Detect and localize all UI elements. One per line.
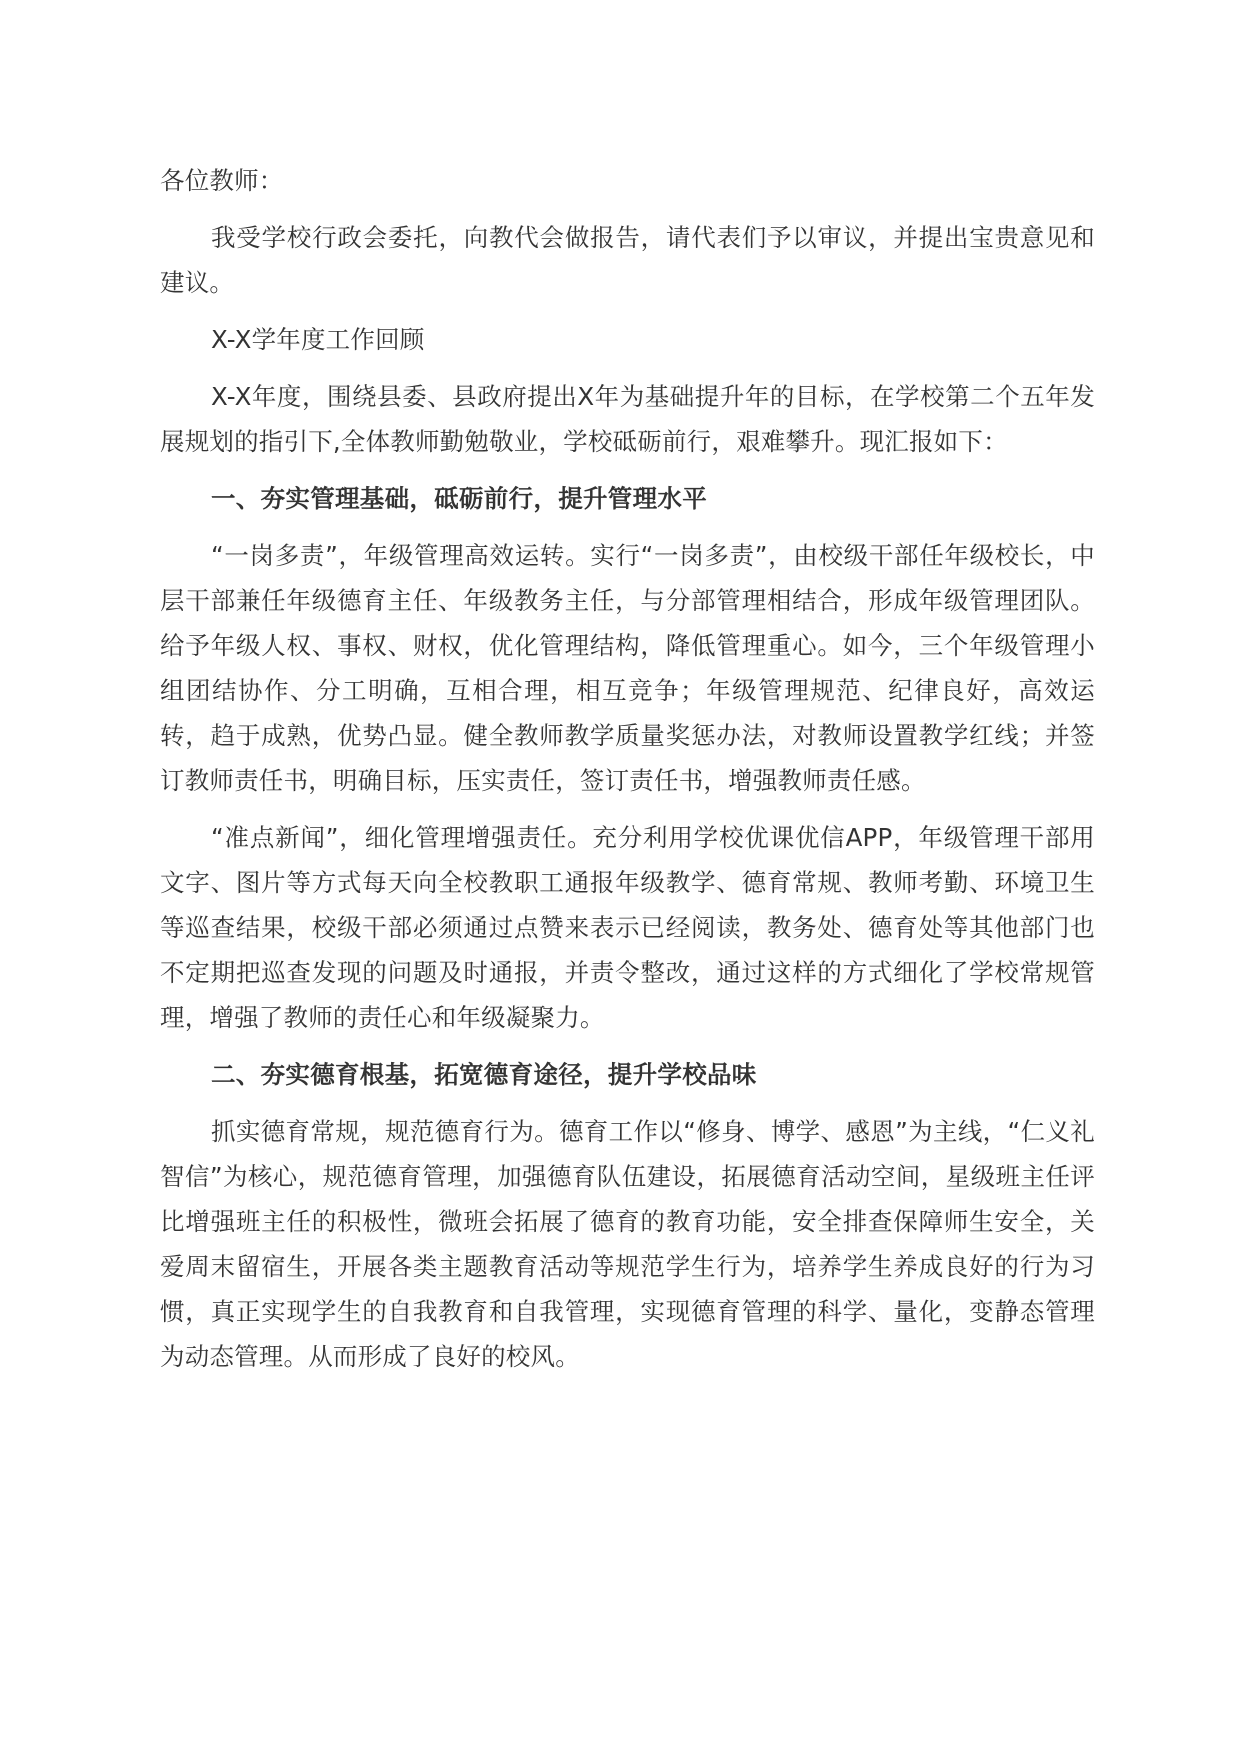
- section-heading-management: 一、夯实管理基础，砥砺前行，提升管理水平: [211, 484, 707, 513]
- management-paragraph-2: “准点新闻”，细化管理增强责任。充分利用学校优课优信APP，年级管理干部用文字、图片等方式每天向全校教职工通报年级教学、德育常规、教师考勤、环境卫生等巡查结果，校级干部必须通过点赞来表示已经阅读，教务处、德育处等其他部门也不定期把巡查发现的问题及时通报，并责令整改，通过这样的方式细化了学校常规管理，增强了教师的责任心和年级凝聚力。: [160, 823, 1095, 1032]
- moral-education-paragraph: 抓实德育常规，规范德育行为。德育工作以“修身、博学、感恩”为主线，“仁义礼智信”为核心，规范德育管理，加强德育队伍建设，拓展德育活动空间，星级班主任评比增强班主任的积极性，微班会拓展了德育的教育功能，安全排查保障师生安全，关爱周末留宿生，开展各类主题教育活动等规范学生行为，培养学生养成良好的行为习惯，真正实现学生的自我教育和自我管理，实现德育管理的科学、量化，变静态管理为动态管理。从而形成了良好的校风。: [160, 1117, 1095, 1371]
- management-paragraph-1: “一岗多责”，年级管理高效运转。实行“一岗多责”，由校级干部任年级校长，中层干部兼任年级德育主任、年级教务主任，与分部管理相结合，形成年级管理团队。给予年级人权、事权、财权，优化管理结构，降低管理重心。如今，三个年级管理小组团结协作、分工明确，互相合理，相互竞争；年级管理规范、纪律良好，高效运转，趋于成熟，优势凸显。健全教师教学质量奖惩办法，对教师设置教学红线；并签订教师责任书，明确目标，压实责任，签订责任书，增强教师责任感。: [160, 541, 1095, 795]
- intro-paragraph: 我受学校行政会委托，向教代会做报告，请代表们予以审议，并提出宝贵意见和建议。: [160, 223, 1095, 297]
- overview-paragraph: X-X年度，围绕县委、县政府提出X年为基础提升年的目标，在学校第二个五年发展规划的指引下,全体教师勤勉敬业，学校砥砺前行，艰难攀升。现汇报如下：: [160, 382, 1095, 456]
- document-page: [160, 158, 1095, 1391]
- salutation: 各位教师：: [160, 166, 284, 195]
- section-title-review: X-X学年度工作回顾: [211, 325, 425, 354]
- section-heading-moral-education: 二、夯实德育根基，拓宽德育途径，提升学校品味: [211, 1060, 757, 1089]
